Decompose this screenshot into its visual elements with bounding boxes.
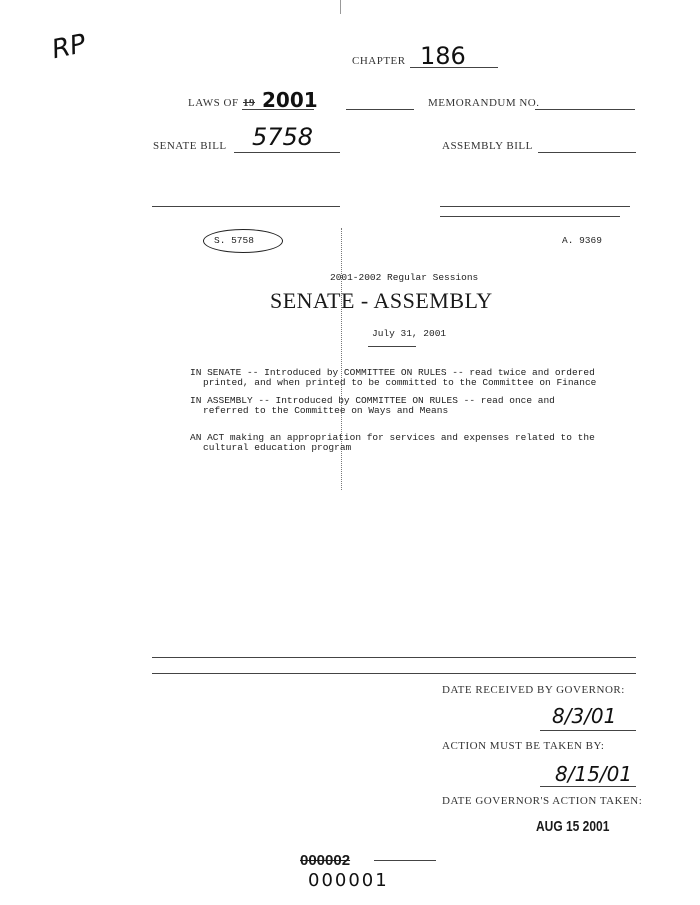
assembly-number: A. 9369: [562, 235, 602, 246]
act-line-2: cultural education program: [203, 442, 352, 453]
assembly-intro-line-2: referred to the Committee on Ways and Means: [203, 405, 449, 416]
page-number: 000001: [308, 870, 389, 891]
action-taken-label: DATE GOVERNOR'S ACTION TAKEN:: [442, 795, 643, 807]
action-must-value: 8/15/01: [555, 762, 633, 786]
chapter-label: CHAPTER: [352, 55, 406, 67]
bottom-separator-1: [152, 657, 636, 658]
senate-intro-line-1: IN SENATE -- Introduced by COMMITTEE ON RULES -- read twice and ordered: [190, 367, 595, 378]
bottom-separator-2: [152, 673, 636, 674]
chapter-value: 186: [420, 42, 466, 70]
separator-right-2: [440, 216, 620, 217]
laws-of-underline: [242, 109, 314, 110]
senate-number: S. 5758: [214, 235, 254, 246]
act-line-1: AN ACT making an appropriation for services and expenses related to the: [190, 432, 595, 443]
action-must-underline: [540, 786, 636, 787]
page-number-strike-tail: [374, 860, 436, 861]
page-number-struck: 000002: [300, 852, 351, 869]
session-line: 2001-2002 Regular Sessions: [330, 272, 479, 283]
date-received-label: DATE RECEIVED BY GOVERNOR:: [442, 684, 625, 696]
action-taken-stamp: AUG 15 2001: [536, 818, 610, 835]
scan-mark: [340, 0, 341, 14]
date-received-underline: [540, 730, 636, 731]
assembly-bill-label: ASSEMBLY BILL: [442, 140, 533, 152]
senate-bill-label: SENATE BILL: [153, 140, 227, 152]
bill-title: SENATE - ASSEMBLY: [270, 288, 493, 313]
assembly-bill-blank: [538, 152, 636, 153]
separator-right-1: [440, 206, 630, 207]
laws-of-blank: [346, 109, 414, 110]
memorandum-blank: [535, 109, 635, 110]
chapter-underline: [410, 67, 498, 68]
senate-intro-line-2: printed, and when printed to be committed to the Committee on Finance: [203, 377, 597, 388]
date-received-value: 8/3/01: [552, 704, 617, 728]
corner-initials: RP: [49, 28, 89, 66]
senate-bill-underline: [234, 152, 340, 153]
senate-bill-value: 5758: [252, 123, 314, 151]
separator-left: [152, 206, 340, 207]
bill-date: July 31, 2001: [372, 328, 447, 339]
action-must-label: ACTION MUST BE TAKEN BY:: [442, 740, 605, 752]
laws-of-label: LAWS OF: [188, 97, 239, 109]
laws-of-struck-year: 19: [243, 97, 255, 109]
laws-of-year: 2001: [262, 88, 318, 112]
assembly-intro-line-1: IN ASSEMBLY -- Introduced by COMMITTEE ON RULES -- read once and: [190, 395, 555, 406]
memorandum-label: MEMORANDUM NO.: [428, 97, 540, 109]
date-underline: [368, 346, 416, 347]
